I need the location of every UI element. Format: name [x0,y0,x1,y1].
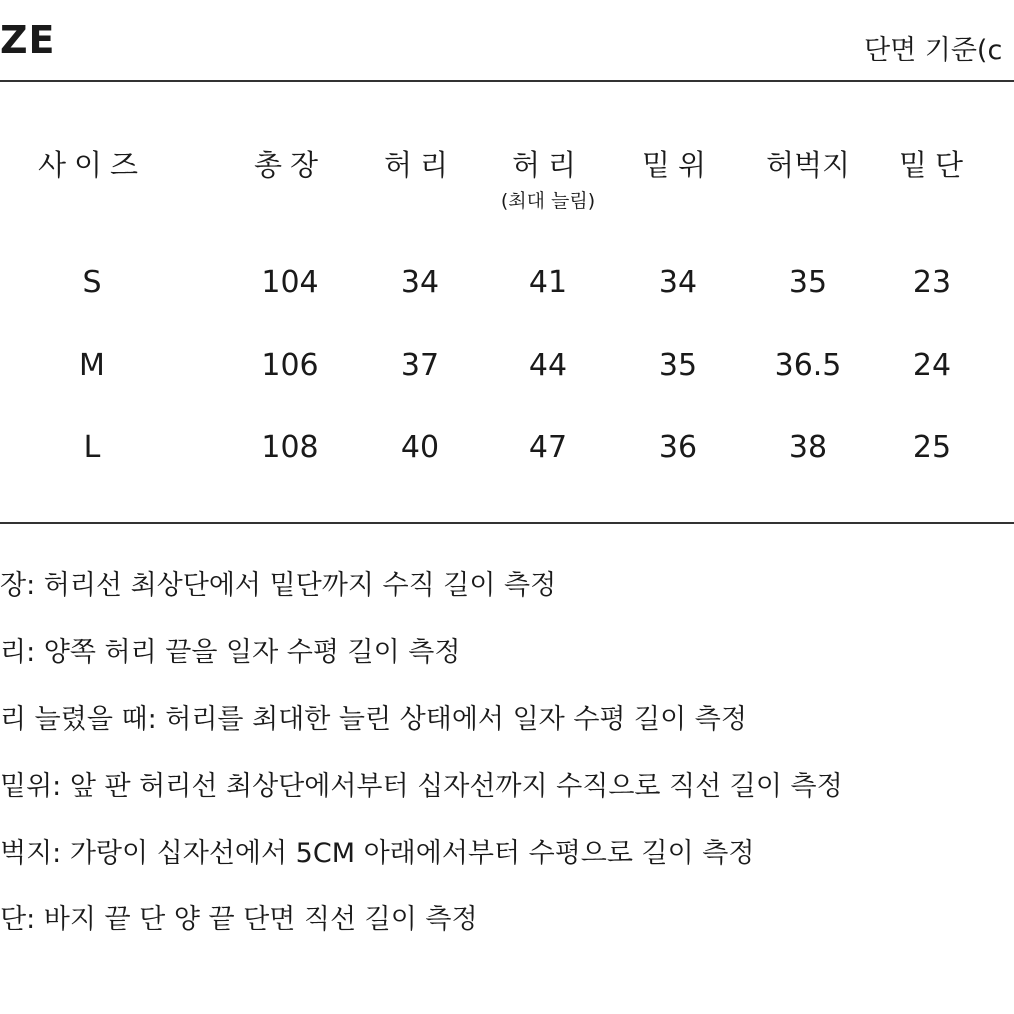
note-waist-max: 리 늘렸을 때: 허리를 최대한 늘린 상태에서 일자 수평 길이 측정 [0,704,747,735]
unit-note: 단면 기준(c [864,35,1003,66]
row-s-total-length: 104 [261,265,319,300]
row-m-waist: 37 [400,348,440,383]
top-divider [0,80,1014,82]
page-title: ZE [0,18,56,62]
row-m-total-length: 106 [261,348,319,383]
row-l-size: L [83,430,101,465]
row-s-waist: 34 [400,265,440,300]
row-l-total-length: 108 [261,430,319,465]
row-m-waist-max: 44 [528,348,568,383]
row-l-waist-max: 47 [528,430,568,465]
header-waist-max-sub: (최대 늘림) [500,190,596,212]
header-waist-max: 허리 [511,148,585,182]
row-l-rise: 36 [658,430,698,465]
row-s-waist-max: 41 [528,265,568,300]
row-l-thigh: 38 [788,430,828,465]
note-waist: 리: 양쪽 허리 끝을 일자 수평 길이 측정 [0,637,461,668]
row-l-hem: 25 [912,430,952,465]
row-m-size: M [79,348,105,383]
row-l-waist: 40 [400,430,440,465]
row-s-size: S [82,265,102,300]
row-s-thigh: 35 [788,265,828,300]
header-thigh: 허벅지 [765,148,851,182]
row-s-rise: 34 [658,265,698,300]
note-total-length: 장: 허리선 최상단에서 밑단까지 수직 길이 측정 [0,570,557,601]
row-s-hem: 23 [912,265,952,300]
header-total-length: 총장 [253,148,327,182]
note-thigh: 벅지: 가랑이 십자선에서 5CM 아래에서부터 수평으로 길이 측정 [0,838,755,869]
note-rise: 밑위: 앞 판 허리선 최상단에서부터 십자선까지 수직으로 직선 길이 측정 [0,771,843,802]
row-m-thigh: 36.5 [774,348,842,383]
row-m-rise: 35 [658,348,698,383]
header-rise: 밑위 [641,148,715,182]
header-size: 사이즈 [37,148,147,182]
header-waist: 허리 [383,148,457,182]
row-m-hem: 24 [912,348,952,383]
bottom-divider [0,522,1014,524]
note-hem: 단: 바지 끝 단 양 끝 단면 직선 길이 측정 [0,904,478,935]
header-hem: 밑단 [898,148,972,182]
